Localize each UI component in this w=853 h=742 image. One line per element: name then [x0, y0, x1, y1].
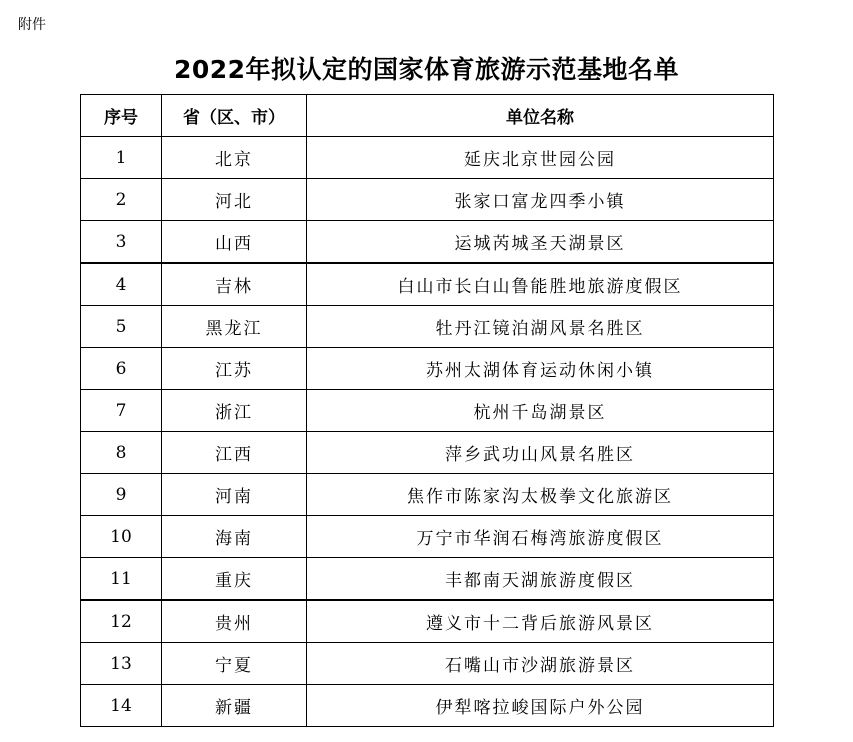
row-index: 10	[81, 516, 162, 558]
table-row	[81, 558, 774, 601]
row-province: 宁夏	[162, 643, 307, 685]
table-row	[81, 137, 774, 179]
row-province: 江苏	[162, 348, 307, 390]
row-unit-name: 石嘴山市沙湖旅游景区	[307, 643, 774, 685]
row-index: 8	[81, 432, 162, 474]
header-unit-name: 单位名称	[307, 95, 774, 137]
row-index: 12	[81, 600, 162, 643]
row-index: 14	[81, 685, 162, 727]
header-index: 序号	[81, 95, 162, 137]
row-province: 吉林	[162, 263, 307, 306]
row-province: 北京	[162, 137, 307, 179]
row-unit-name: 遵义市十二背后旅游风景区	[307, 600, 774, 643]
row-unit-name: 万宁市华润石梅湾旅游度假区	[307, 516, 774, 558]
row-index: 2	[81, 179, 162, 221]
header-province: 省（区、市）	[162, 95, 307, 137]
row-unit-name: 白山市长白山鲁能胜地旅游度假区	[307, 263, 774, 306]
row-province: 黑龙江	[162, 306, 307, 348]
row-unit-name: 伊犁喀拉峻国际户外公园	[307, 685, 774, 727]
row-province: 贵州	[162, 600, 307, 643]
document-title: 2022年拟认定的国家体育旅游示范基地名单	[173, 55, 680, 84]
table-row	[81, 600, 774, 643]
row-province: 浙江	[162, 390, 307, 432]
row-province: 山西	[162, 221, 307, 264]
table-header-row	[81, 95, 774, 137]
row-province: 河北	[162, 179, 307, 221]
row-unit-name: 萍乡武功山风景名胜区	[307, 432, 774, 474]
row-index: 9	[81, 474, 162, 516]
table-row	[81, 306, 774, 348]
row-index: 3	[81, 221, 162, 264]
row-unit-name: 张家口富龙四季小镇	[307, 179, 774, 221]
row-unit-name: 焦作市陈家沟太极拳文化旅游区	[307, 474, 774, 516]
row-index: 6	[81, 348, 162, 390]
row-province: 河南	[162, 474, 307, 516]
row-province: 新疆	[162, 685, 307, 727]
row-index: 5	[81, 306, 162, 348]
row-province: 江西	[162, 432, 307, 474]
table-row	[81, 221, 774, 264]
row-index: 11	[81, 558, 162, 601]
row-index: 1	[81, 137, 162, 179]
row-unit-name: 牡丹江镜泊湖风景名胜区	[307, 306, 774, 348]
table-row	[81, 348, 774, 390]
table-row	[81, 516, 774, 558]
row-province: 海南	[162, 516, 307, 558]
table-row	[81, 390, 774, 432]
row-index: 7	[81, 390, 162, 432]
table-row	[81, 179, 774, 221]
attachment-label: 附件	[18, 17, 46, 33]
row-index: 4	[81, 263, 162, 306]
table-row	[81, 263, 774, 306]
row-province: 重庆	[162, 558, 307, 601]
table-row	[81, 685, 774, 727]
table-row	[81, 474, 774, 516]
row-unit-name: 延庆北京世园公园	[307, 137, 774, 179]
row-unit-name: 丰都南天湖旅游度假区	[307, 558, 774, 601]
row-unit-name: 苏州太湖体育运动休闲小镇	[307, 348, 774, 390]
row-unit-name: 运城芮城圣天湖景区	[307, 221, 774, 264]
row-index: 13	[81, 643, 162, 685]
base-list-table	[80, 94, 774, 727]
row-unit-name: 杭州千岛湖景区	[307, 390, 774, 432]
table-row	[81, 432, 774, 474]
table-row	[81, 643, 774, 685]
